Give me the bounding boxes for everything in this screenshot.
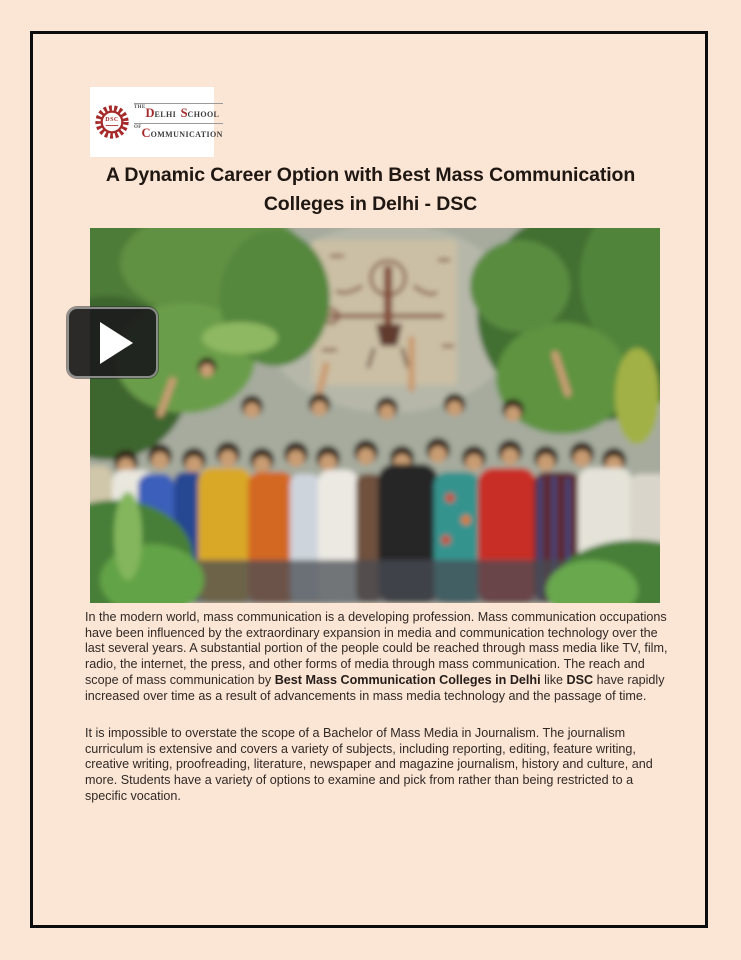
logo-of-label: OF: [134, 125, 142, 130]
intro-paragraph: [85, 610, 669, 704]
paragraph-text: have rapidly increased over time as a result of advancements in mass media technology and the passage of time.: [85, 672, 665, 703]
dsc-logo: [90, 87, 223, 157]
logo-the-label: THE: [134, 105, 146, 110]
bold-keyword-dsc: DSC: [566, 672, 594, 687]
play-icon: [100, 322, 133, 364]
logo-communication-rest: OMMUNICATION: [150, 130, 223, 139]
paragraph-text: In the modern world, mass communication is a developing profession. Mass communication occupations have been influenced by the extraordinary expansion in media and communication technology over the last several years. A substantial portion of the people could be reached through mass media like TV, film, radio, the internet, the press, and other forms of media through mass communication. The reach and scope of mass communication by: [85, 610, 668, 687]
students-group-photo: [90, 228, 660, 603]
dsc-sun-icon: [94, 104, 130, 140]
logo-communication-initial: C: [141, 126, 151, 140]
logo-delhi-initial: D: [145, 106, 155, 120]
title-line-2: Colleges in Delhi - DSC: [263, 193, 478, 215]
title-line-1: A Dynamic Career Option with Best Mass Communication: [105, 164, 636, 186]
logo-school-initial: S: [180, 106, 188, 120]
logo-delhi-rest: ELHI: [154, 110, 177, 119]
video-play-button[interactable]: [67, 307, 158, 378]
photo-illustration: [90, 228, 660, 603]
logo-monogram: DSC: [105, 117, 119, 123]
paragraph-text: like: [540, 672, 567, 687]
logo-school-rest: CHOOL: [187, 110, 220, 119]
logo-wordmark: [134, 103, 223, 141]
journalism-paragraph: It is impossible to overstate the scope of a Bachelor of Mass Media in Journalism. The journalism curriculum is extensive and covers a variety of subjects, including reporting, editing, feature writing, creative writing, proofreading, literature, newspaper and magazine journalism, history and culture, and more. Students have a variety of options to examine and pick from rather than being restricted to a specific vocation.: [85, 726, 653, 803]
bold-keyword-colleges: Best Mass Communication Colleges in Delhi: [274, 672, 541, 687]
slide-title: [40, 161, 701, 219]
